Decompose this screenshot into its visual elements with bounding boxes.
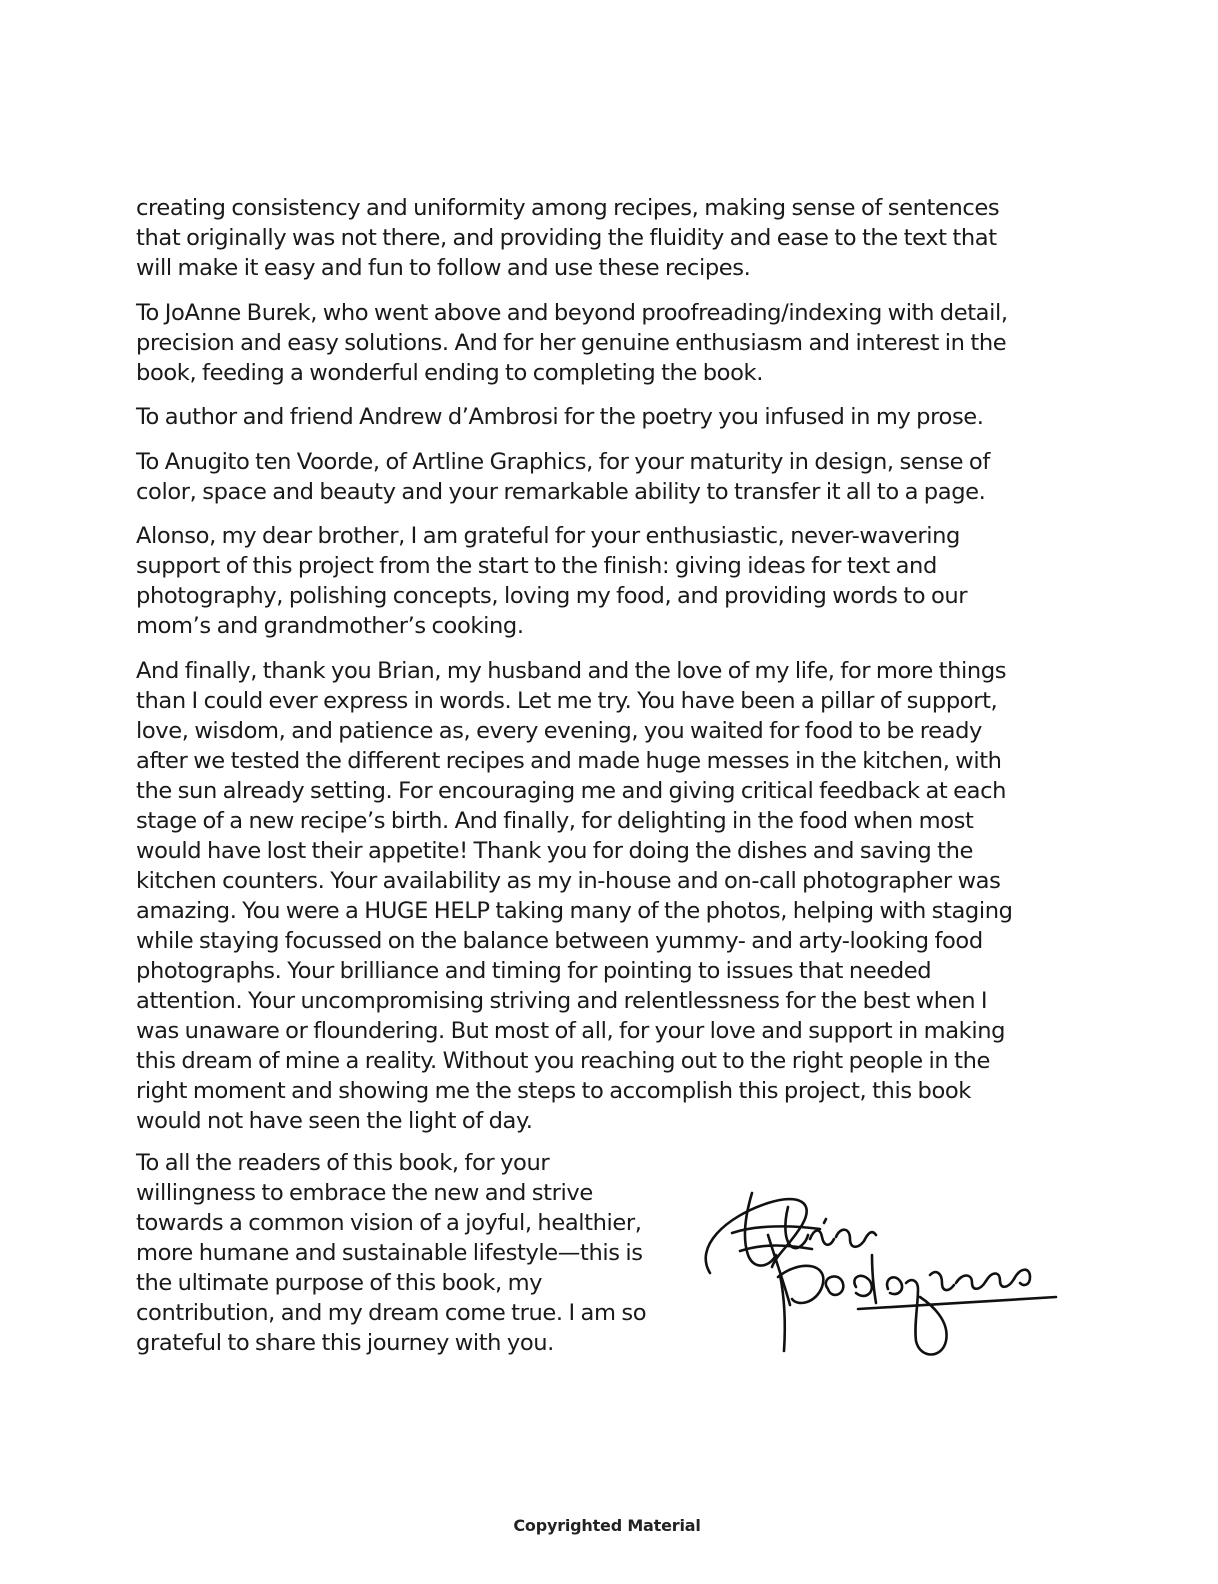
paragraph-design: To Anugito ten Voorde, of Artline Graphics, for your maturity in design, sense of color, space and beauty and your remarkable ability to transfer it all to a page. [136,448,990,505]
paragraph-readers: To all the readers of this book, for your willingness to embrace the new and strive towards a common vision of a joyful, healthier, more humane and sustainable lifestyle—this is the ultimate purpose of this book, my contribution, and my dream come true. I am so grateful to share this journey with you. [136,1150,647,1356]
signature-image [680,1155,1070,1370]
acknowledgements-body [136,193,1076,1150]
copyright-text: Copyrighted Material [513,1516,701,1535]
paragraph-editing: creating consistency and uniformity among recipes, making sense of sentences that originally was not there, and providing the fluidity and ease to the text that will make it easy and fun to follow and use these recipes. [136,195,1000,281]
paragraph-husband: And finally, thank you Brian, my husband and the love of my life, for more things than I could ever express in words. Let me try. You have been a pillar of support, love, wisdom, and patience as, every evening, you waited for food to be ready after we tested the different recipes and made huge messes in the kitchen, with the sun already setting. For encouraging me and giving critical feedback at each stage of a new recipe’s birth. And finally, for delighting in the food when most would have lost their appetite! Thank you for doing the dishes and saving the kitchen counters. Your availability as my in-house and on-call photographer was amazing. You were a HUGE HELP taking many of the photos, helping with staging while staying focussed on the balance between yummy- and arty-looking food photographs. Your brilliance and timing for pointing to issues that needed attention. Your uncompromising striving and relentlessness for the best when I was unaware or floundering. But most of all, for your love and support in making this dream of mine a reality. Without you reaching out to the right people in the right moment and showing me the steps to accomplish this project, this book would not have seen the light of day. [136,657,1013,1134]
copyright-footer [0,1516,1218,1535]
paragraph-brother: Alonso, my dear brother, I am grateful for your enthusiastic, never-wavering support of this project from the start to the finish: giving ideas for text and photography, polishing concepts, loving my food, and providing words to our mom’s and grandmother’s cooking. [136,523,968,639]
paragraph-proofreading: To JoAnne Burek, who went above and beyond proofreading/indexing with detail, precision and easy solutions. And for her genuine enthusiasm and interest in the book, feeding a wonderful ending to completing the book. [136,299,1008,386]
signature-icon [680,1155,1070,1370]
paragraph-poetry: To author and friend Andrew d’Ambrosi for the poetry you infused in my prose. [136,404,984,430]
